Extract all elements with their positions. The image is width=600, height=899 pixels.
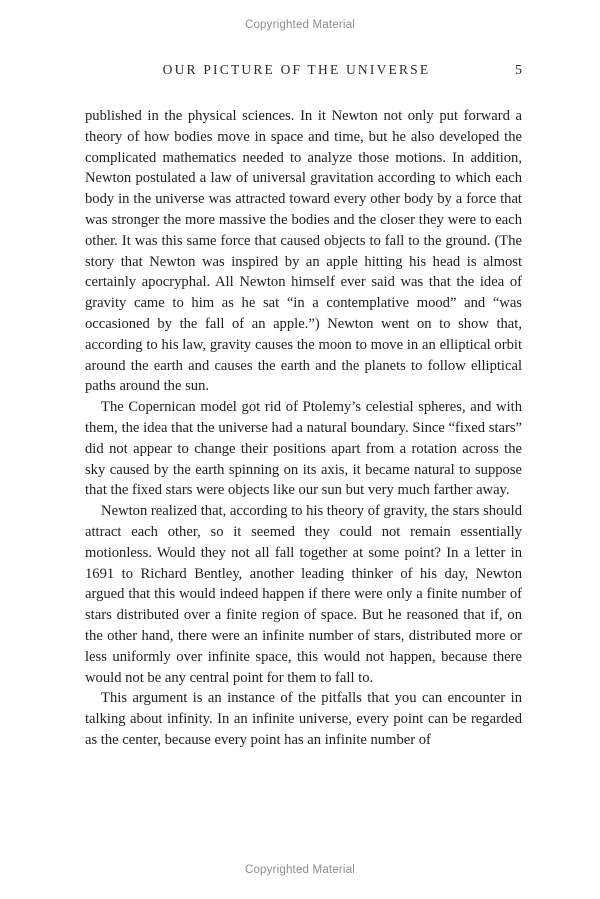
running-header — [85, 62, 522, 79]
copyright-notice-bottom: Copyrighted Material — [244, 864, 356, 876]
chapter-title: OUR PICTURE OF THE UNIVERSE — [162, 62, 431, 77]
paragraph: This argument is an instance of the pitfalls that you can encounter in talking about infinity. In an infinite universe, every point can be regarded as the center, because every point has an infinite number of — [85, 690, 522, 748]
copyright-notice-top: Copyrighted Material — [244, 19, 356, 31]
paragraph: The Copernican model got rid of Ptolemy’s celestial spheres, and with them, the idea that the universe had a natural boundary. Since “fixed stars” did not appear to change their positions apart from a rotation across the sky caused by the earth spinning on its axis, it became natural to suppose that the fixed stars were objects like our sun but very much farther away. — [85, 399, 522, 499]
paragraph: Newton realized that, according to his theory of gravity, the stars should attract each other, so it seemed they could not remain essentially motionless. Would they not all fall together at some point? In a letter in 1691 to Richard Bentley, another leading thinker of his day, Newton argued that this would indeed happen if there were only a finite number of stars distributed over a finite region of space. But he reasoned that if, on the other hand, there were an infinite number of stars, distributed more or less uniformly over infinite space, this would not happen, because there would not be any central point for them to fall to. — [85, 503, 522, 686]
body-text — [85, 106, 522, 751]
paragraph: published in the physical sciences. In it Newton not only put forward a theory of how bodies move in space and time, but he also developed the complicated mathematics needed to analyze those motions. In addition, Newton postulated a law of universal gravitation according to which each body in the universe was attracted toward every other body by a force that was stronger the more massive the bodies and the closer they were to each other. It was this same force that caused objects to fall to the ground. (The story that Newton was inspired by an apple hitting his head is almost certainly apocryphal. All Newton himself ever said was that the idea of gravity came to him as he sat “in a contemplative mood” and “was occasioned by the fall of an apple.”) Newton went on to show that, according to his law, gravity causes the moon to move in an elliptical orbit around the earth and causes the earth and the planets to follow elliptical paths around the sun. — [85, 108, 522, 395]
page-number: 5 — [515, 63, 522, 78]
